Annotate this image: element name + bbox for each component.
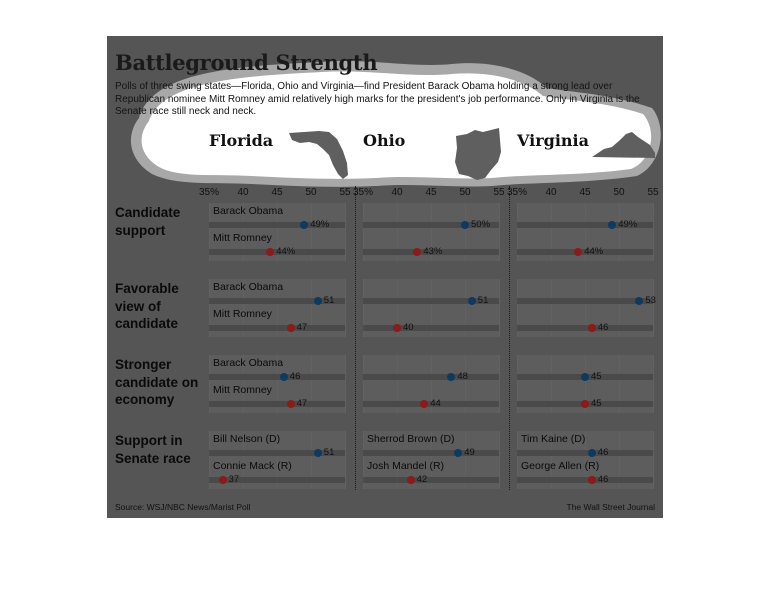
category-label-economy: Stronger candidate on economy bbox=[115, 357, 199, 407]
x-tick-label: 35% bbox=[352, 187, 374, 198]
gridline bbox=[653, 203, 654, 261]
candidate-label: Tim Kaine (D) bbox=[521, 433, 586, 445]
data-value-label: 47 bbox=[296, 398, 308, 409]
category-label-favorable-view: Favorable view of candidate bbox=[115, 281, 179, 331]
data-value-label: 47 bbox=[296, 322, 308, 333]
data-value-label: 45 bbox=[591, 371, 602, 382]
x-tick-label: 45 bbox=[271, 187, 283, 198]
gridline bbox=[653, 431, 654, 489]
x-tick-label: 45 bbox=[425, 187, 437, 198]
data-value-label: 46 bbox=[597, 447, 609, 458]
category-label-senate-race: Support in Senate race bbox=[115, 433, 191, 466]
candidate-label: Barack Obama bbox=[213, 205, 284, 217]
x-tick-label: 35% bbox=[506, 187, 528, 198]
florida-map-icon bbox=[289, 129, 351, 181]
data-value-label: 51 bbox=[323, 447, 335, 458]
candidate-label: Barack Obama bbox=[213, 357, 284, 369]
data-value-label: 44% bbox=[584, 246, 604, 257]
gridline bbox=[653, 355, 654, 413]
data-value-label: 49 bbox=[464, 447, 475, 458]
data-point-virginia-rep bbox=[588, 476, 596, 484]
data-value-label: 46 bbox=[597, 322, 609, 333]
gridline bbox=[499, 279, 500, 337]
data-point-virginia-rep bbox=[588, 324, 596, 332]
row-track bbox=[517, 477, 653, 483]
data-value-label: 48 bbox=[457, 371, 468, 382]
data-value-label: 44% bbox=[276, 246, 296, 257]
state-name-florida: Florida bbox=[209, 131, 274, 150]
x-tick-label: 50 bbox=[613, 187, 625, 198]
gridline bbox=[345, 431, 346, 489]
data-point-ohio-rep bbox=[393, 324, 401, 332]
divider-florida-ohio bbox=[355, 186, 356, 490]
state-name-ohio: Ohio bbox=[363, 131, 406, 150]
data-value-label: 50% bbox=[471, 219, 491, 230]
gridline bbox=[499, 431, 500, 489]
data-value-label: 46 bbox=[289, 371, 301, 382]
data-point-florida-rep bbox=[219, 476, 227, 484]
candidate-label: Connie Mack (R) bbox=[213, 460, 292, 472]
candidate-label: Barack Obama bbox=[213, 281, 284, 293]
row-track bbox=[209, 401, 345, 407]
gridline bbox=[345, 279, 346, 337]
x-tick-label: 55 bbox=[647, 187, 659, 198]
candidate-label: Mitt Romney bbox=[213, 308, 272, 320]
row-track bbox=[517, 450, 653, 456]
data-value-label: 49% bbox=[310, 219, 330, 230]
data-point-florida-rep bbox=[287, 400, 295, 408]
x-tick-label: 40 bbox=[391, 187, 403, 198]
row-track bbox=[363, 325, 499, 331]
candidate-label: Mitt Romney bbox=[213, 384, 272, 396]
candidate-label: George Allen (R) bbox=[521, 460, 600, 472]
divider-ohio-virginia bbox=[509, 186, 510, 490]
category-label-candidate-support: Candidate support bbox=[115, 205, 181, 238]
x-tick-label: 40 bbox=[237, 187, 249, 198]
row-track bbox=[209, 374, 345, 380]
candidate-label: Bill Nelson (D) bbox=[213, 433, 281, 445]
row-track bbox=[363, 374, 499, 380]
data-value-label: 53 bbox=[645, 295, 656, 306]
chart-graphic bbox=[107, 36, 663, 518]
data-point-florida-dem bbox=[280, 373, 288, 381]
row-track bbox=[209, 325, 345, 331]
data-value-label: 51 bbox=[323, 295, 335, 306]
x-tick-label: 50 bbox=[459, 187, 471, 198]
chart-subtitle: Polls of three swing states—Florida, Ohio and Virginia—find President Barack Obama holding a strong lead over Republican nominee Mitt Romney amid relatively high marks for the president's job performance. Only in Virginia is the Senate race still neck and neck. bbox=[115, 81, 640, 117]
data-value-label: 51 bbox=[477, 295, 489, 306]
data-value-label: 44 bbox=[430, 398, 441, 409]
virginia-map-icon bbox=[592, 131, 656, 161]
data-value-label: 46 bbox=[597, 474, 609, 485]
candidate-label: Josh Mandel (R) bbox=[367, 460, 445, 472]
row-track bbox=[517, 298, 653, 304]
data-value-label: 45 bbox=[591, 398, 602, 409]
gridline bbox=[653, 279, 654, 337]
row-track bbox=[517, 325, 653, 331]
data-point-florida-dem bbox=[314, 449, 322, 457]
data-point-virginia-dem bbox=[588, 449, 596, 457]
gridline bbox=[499, 355, 500, 413]
data-point-ohio-rep bbox=[407, 476, 415, 484]
x-tick-label: 40 bbox=[545, 187, 557, 198]
data-point-virginia-dem bbox=[581, 373, 589, 381]
state-name-virginia: Virginia bbox=[517, 131, 589, 150]
x-tick-label: 55 bbox=[339, 187, 351, 198]
x-tick-label: 35% bbox=[198, 187, 220, 198]
x-tick-label: 50 bbox=[305, 187, 317, 198]
ohio-map-icon bbox=[453, 128, 503, 182]
chart-title: Battleground Strength bbox=[115, 50, 378, 75]
data-point-florida-rep bbox=[287, 324, 295, 332]
data-value-label: 42 bbox=[416, 474, 428, 485]
gridline bbox=[345, 203, 346, 261]
data-value-label: 37 bbox=[228, 474, 240, 485]
data-point-florida-dem bbox=[314, 297, 322, 305]
data-point-ohio-dem bbox=[468, 297, 476, 305]
data-point-ohio-dem bbox=[461, 221, 469, 229]
x-tick-label: 45 bbox=[579, 187, 591, 198]
data-value-label: 49% bbox=[618, 219, 638, 230]
data-value-label: 43% bbox=[423, 246, 443, 257]
data-value-label: 40 bbox=[403, 322, 414, 333]
row-track bbox=[363, 450, 499, 456]
x-tick-label: 55 bbox=[493, 187, 505, 198]
gridline bbox=[499, 203, 500, 261]
candidate-label: Mitt Romney bbox=[213, 232, 272, 244]
source-note: Source: WSJ/NBC News/Marist Poll bbox=[115, 502, 251, 512]
candidate-label: Sherrod Brown (D) bbox=[367, 433, 455, 445]
row-track bbox=[363, 477, 499, 483]
data-point-virginia-rep bbox=[581, 400, 589, 408]
gridline bbox=[345, 355, 346, 413]
credit-note: The Wall Street Journal bbox=[566, 502, 655, 512]
